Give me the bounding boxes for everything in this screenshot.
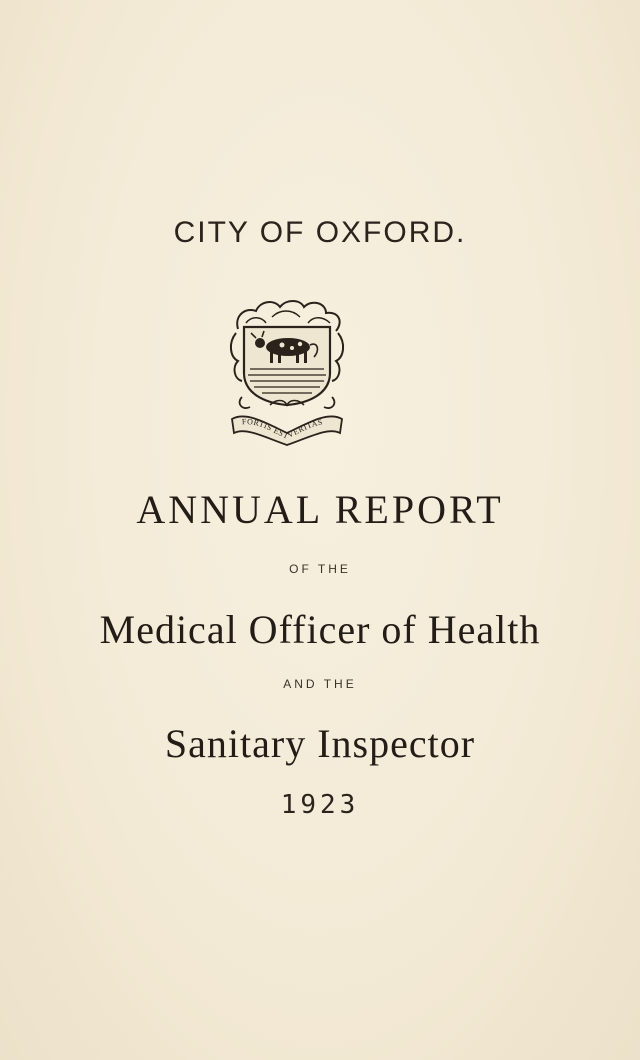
crest-motto: FORTIS EST VERITAS [241,417,324,441]
report-year: 1923 [280,790,360,820]
sanitary-inspector-heading: Sanitary Inspector [164,721,476,766]
medical-officer-heading: Medical Officer of Health [99,607,541,652]
of-the-label: OF THE [289,562,351,576]
and-the-label: AND THE [283,677,357,691]
report-title: ANNUAL REPORT [136,487,504,532]
city-title: CITY OF OXFORD. [173,216,467,249]
oxford-arms-crest-icon [226,293,348,451]
